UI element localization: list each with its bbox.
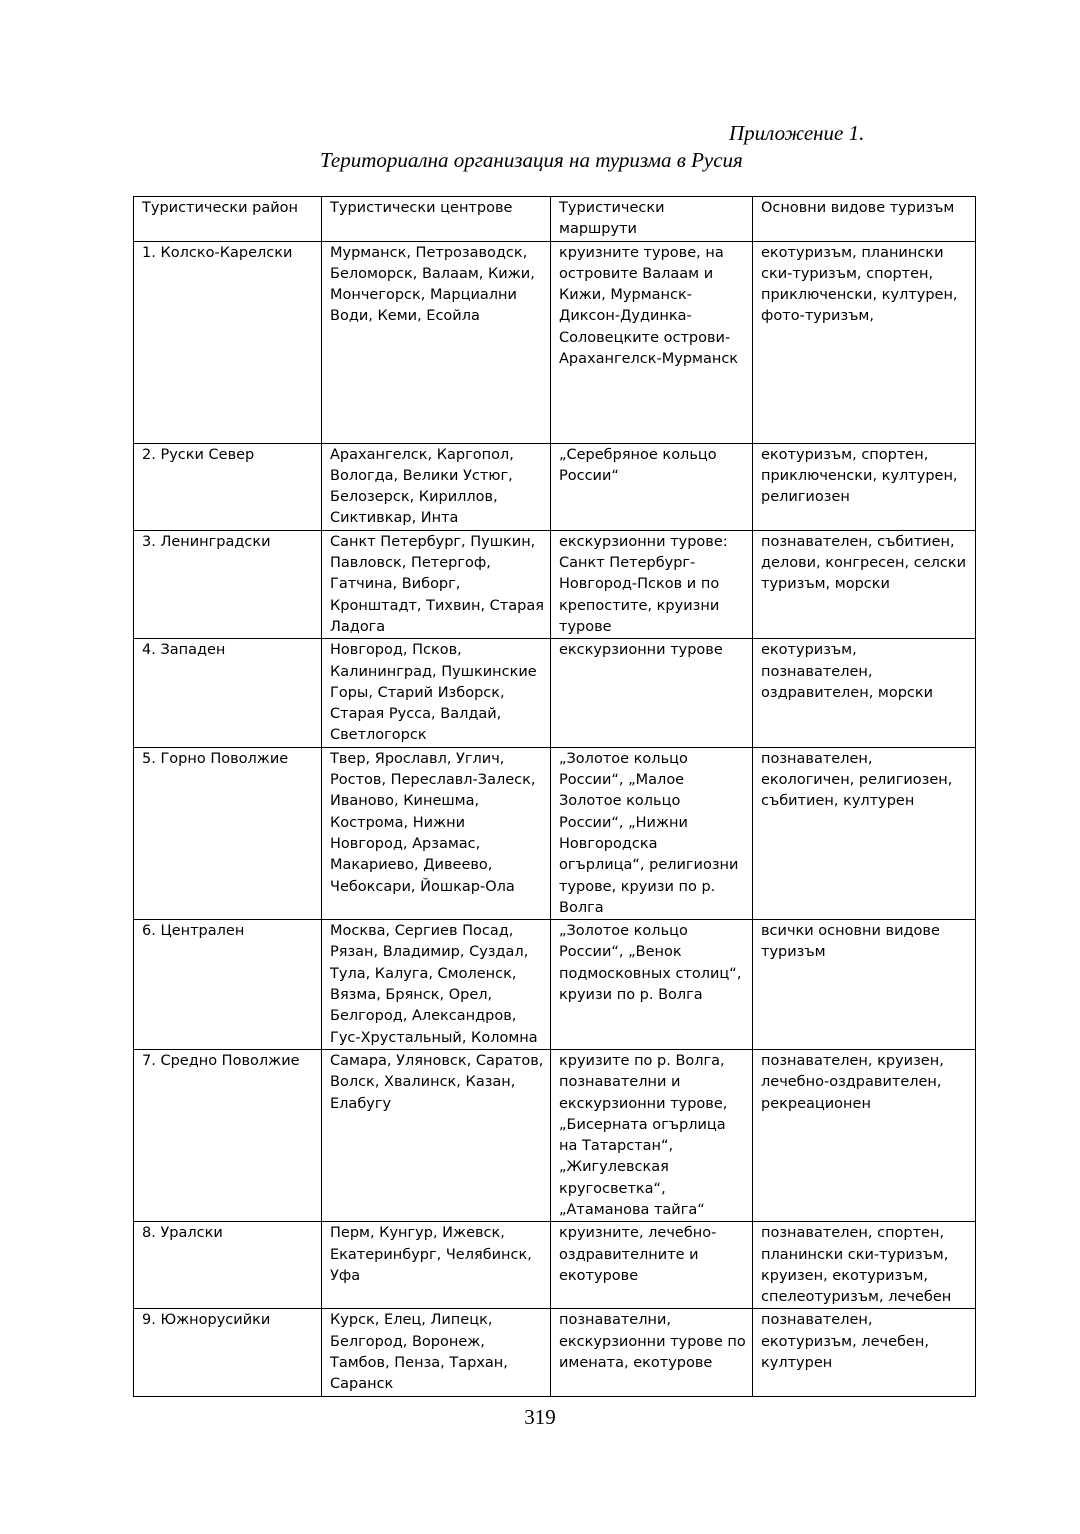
cell-centers: Курск, Елец, Липецк, Белгород, Воронеж, Тамбов, Пенза, Тархан, Саранск: [322, 1309, 551, 1396]
table-row: [134, 1222, 976, 1309]
table-row: [134, 639, 976, 747]
table-row: [134, 747, 976, 919]
column-header-centers: Туристически центрове: [322, 197, 551, 242]
cell-routes: „Золотое кольцо России“, „Малое Золотое кольцо России“, „Нижни Новгородска огърлица“, религиозни турове, круизи по р. Волга: [551, 747, 753, 919]
cell-region: 3. Ленинградски: [134, 530, 322, 638]
cell-centers: Перм, Кунгур, Ижевск, Екатеринбург, Челябинск, Уфа: [322, 1222, 551, 1309]
cell-region: 6. Централен: [134, 920, 322, 1050]
cell-routes: круизните турове, на островите Валаам и Кижи, Мурманск-Диксон-Дудинка-Соловецките острови-Арахангелск-Мурманск: [551, 241, 753, 443]
cell-region: 7. Средно Поволжие: [134, 1049, 322, 1221]
cell-routes: круизите по р. Волга, познавателни и екскурзионни турове, „Бисерната огърлица на Татарстан“, „Жигулевская кругосветка“, „Атаманова тайга“: [551, 1049, 753, 1221]
column-header-region: Туристически район: [134, 197, 322, 242]
tourism-table: [133, 196, 976, 1397]
cell-region: 8. Уралски: [134, 1222, 322, 1309]
page-number: 319: [524, 1405, 556, 1429]
cell-types: познавателен, екотуризъм, лечебен, културен: [753, 1309, 976, 1396]
cell-types: познавателен, екологичен, религиозен, събитиен, културен: [753, 747, 976, 919]
table-header-row: [134, 197, 976, 242]
table-row: [134, 241, 976, 443]
cell-types: всички основни видове туризъм: [753, 920, 976, 1050]
table-row: [134, 1309, 976, 1396]
cell-region: 9. Южнорусийки: [134, 1309, 322, 1396]
cell-routes: „Серебряное кольцо России“: [551, 443, 753, 530]
cell-region: 4. Западен: [134, 639, 322, 747]
cell-centers: Твер, Ярославл, Углич, Ростов, Переславл-Залеск, Иваново, Кинешма, Кострома, Нижни Новгород, Арзамас, Макариево, Дивеево, Чебоксари, Йошкар-Ола: [322, 747, 551, 919]
cell-region: 5. Горно Поволжие: [134, 747, 322, 919]
cell-types: познавателен, спортен, планински ски-туризъм, круизен, екотуризъм, спелеотуризъм, лечебен: [753, 1222, 976, 1309]
table-row: [134, 443, 976, 530]
cell-region: 2. Руски Север: [134, 443, 322, 530]
cell-centers: Мурманск, Петрозаводск, Беломорск, Валаам, Кижи, Мончегорск, Марциални Води, Кеми, Есойла: [322, 241, 551, 443]
table-row: [134, 1049, 976, 1221]
cell-types: екотуризъм, спортен, приключенски, културен, религиозен: [753, 443, 976, 530]
appendix-label: Приложение 1.: [729, 121, 865, 145]
document-title: Териториална организация на туризма в Русия: [320, 148, 743, 172]
cell-routes: познавателни, екскурзионни турове по имената, екотурове: [551, 1309, 753, 1396]
cell-centers: Новгород, Псков, Калининград, Пушкинские Горы, Старий Изборск, Старая Русса, Валдай, Светлогорск: [322, 639, 551, 747]
cell-routes: круизните, лечебно-оздравителните и екотурове: [551, 1222, 753, 1309]
cell-routes: екскурзионни турове: [551, 639, 753, 747]
cell-routes: „Золотое кольцо России“, „Венок подмосковных столиц“, круизи по р. Волга: [551, 920, 753, 1050]
cell-types: познавателен, събитиен, делови, конгресен, селски туризъм, морски: [753, 530, 976, 638]
cell-centers: Санкт Петербург, Пушкин, Павловск, Петергоф, Гатчина, Виборг, Кронштадт, Тихвин, Старая Ладога: [322, 530, 551, 638]
table-row: [134, 530, 976, 638]
cell-centers: Самара, Уляновск, Саратов, Волск, Хвалинск, Казан, Елабугу: [322, 1049, 551, 1221]
cell-routes: екскурзионни турове: Санкт Петербург-Новгород-Псков и по крепостите, круизни турове: [551, 530, 753, 638]
cell-types: екотуризъм, познавателен, оздравителен, морски: [753, 639, 976, 747]
table-row: [134, 920, 976, 1050]
column-header-routes: Туристически маршрути: [551, 197, 753, 242]
cell-centers: Москва, Сергиев Посад, Рязан, Владимир, Суздал, Тула, Калуга, Смоленск, Вязма, Брянск, Орел, Белгород, Александров, Гус-Хрустальный, Коломна: [322, 920, 551, 1050]
cell-region: 1. Колско-Карелски: [134, 241, 322, 443]
cell-types: екотуризъм, планински ски-туризъм, спортен, приключенски, културен, фото-туризъм,: [753, 241, 976, 443]
column-header-types: Основни видове туризъм: [753, 197, 976, 242]
cell-centers: Арахангелск, Каргопол, Вологда, Велики Устюг, Белозерск, Кириллов, Сиктивкар, Инта: [322, 443, 551, 530]
cell-types: познавателен, круизен, лечебно-оздравителен, рекреационен: [753, 1049, 976, 1221]
